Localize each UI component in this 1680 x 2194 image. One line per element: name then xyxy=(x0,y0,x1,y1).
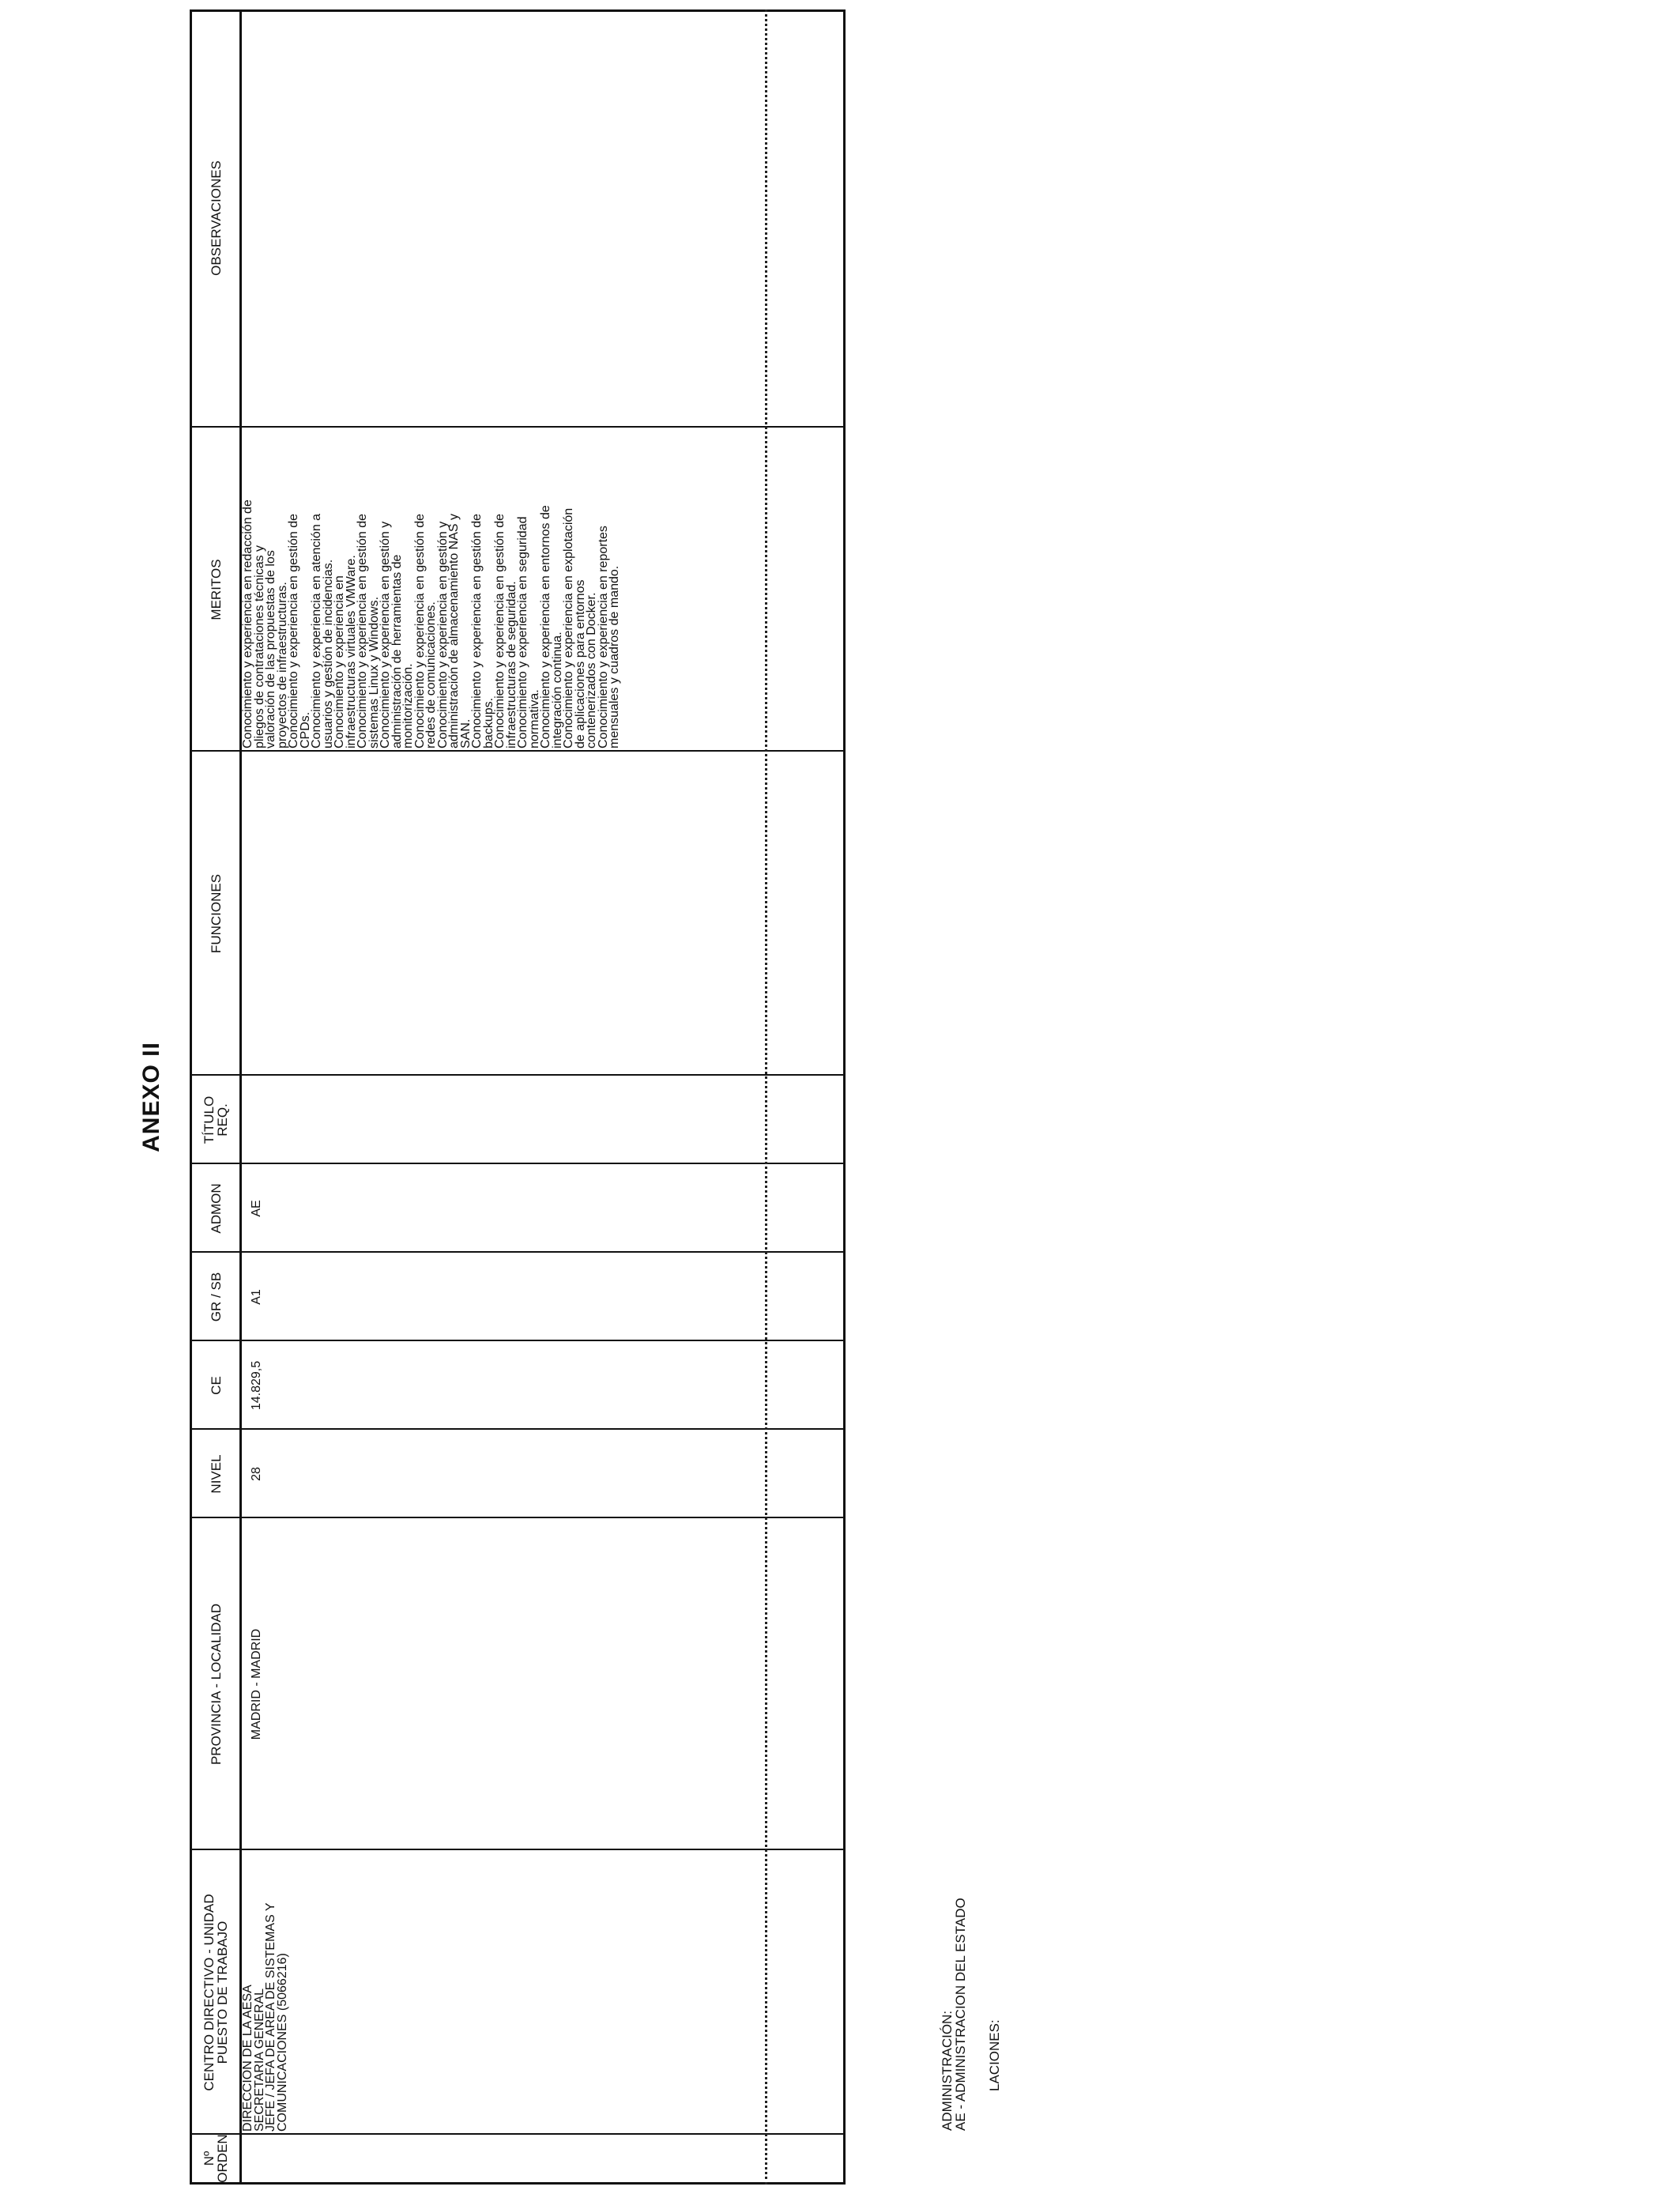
meritos-line: administración de herramientas de xyxy=(390,554,404,748)
footer-admin-label: ADMINISTRACIÓN: xyxy=(940,2010,955,2131)
meritos-line: monitorización. xyxy=(401,663,415,748)
meritos-line: Conocimiento y experiencia en gestión de xyxy=(412,513,427,748)
meritos-line: Conocimiento y experiencia en gestión de xyxy=(493,513,507,748)
page-title: ANEXO II xyxy=(138,1042,164,1152)
header-observaciones: OBSERVACIONES xyxy=(208,160,224,276)
cell-centro xyxy=(243,1853,288,2132)
dotted-separator xyxy=(765,9,767,2185)
table-header-row xyxy=(192,12,242,2182)
header-titulo-line1: TÍTULO xyxy=(202,1095,217,1144)
header-titulo xyxy=(192,1076,239,1164)
cell-meritos xyxy=(243,431,621,748)
meritos-line: Conocimiento y experiencia en gestión de xyxy=(356,513,369,748)
meritos-line: mensuales y cuadros de mando. xyxy=(608,565,621,748)
cell-admon: AE xyxy=(250,1200,263,1217)
cell-nivel: 28 xyxy=(250,1467,263,1481)
header-n-orden: Nº ORDEN xyxy=(202,2134,230,2183)
meritos-line: Conocimiento y experiencia en xyxy=(333,575,346,748)
meritos-line: SAN. xyxy=(458,718,473,748)
meritos-line: de aplicaciones para entornos xyxy=(573,579,587,748)
meritos-line: pliegos de contrataciones técnicas y xyxy=(252,545,266,748)
header-titulo-line2: REQ. xyxy=(215,1103,230,1137)
cell-provincia: MADRID - MADRID xyxy=(250,1628,263,1740)
meritos-line: Conocimiento y experiencia en gestión de xyxy=(470,513,484,748)
header-nivel: NIVEL xyxy=(208,1454,224,1494)
meritos-line: Conocimiento y experiencia en gestión y xyxy=(379,521,392,748)
meritos-line: Conocimiento y experiencia en reportes xyxy=(596,526,610,748)
header-centro-line1: CENTRO DIRECTIVO - UNIDAD xyxy=(202,1894,217,2091)
cell-gr-sb: A1 xyxy=(250,1289,263,1305)
header-gr-sb: GR / SB xyxy=(208,1272,224,1322)
meritos-line: Conocimiento y experiencia en redacción de xyxy=(241,499,254,748)
meritos-line: backups. xyxy=(481,697,495,748)
meritos-line: normativa. xyxy=(527,689,541,748)
meritos-line: contenerizados con Docker. xyxy=(585,592,598,748)
header-centro xyxy=(192,1850,239,2135)
cell-ce: 14.829,5 xyxy=(250,1360,263,1411)
centro-line: COMUNICACIONES (5066216) xyxy=(275,1953,289,2132)
meritos-line: Conocimiento y experiencia en gestión de xyxy=(287,513,300,748)
vacancies-table xyxy=(190,9,846,2185)
meritos-line: infraestructuras virtuales VMWare. xyxy=(344,555,358,748)
centro-line: DIRECCION DE LA AESA xyxy=(241,1985,254,2132)
footer-relaciones-label: LACIONES: xyxy=(987,2019,1002,2091)
header-centro-line2: PUESTO DE TRABAJO xyxy=(215,1921,230,2064)
meritos-line: redes de comunicaciones. xyxy=(424,601,438,748)
header-funciones: FUNCIONES xyxy=(208,873,224,954)
meritos-line: Conocimiento y experiencia en entornos de xyxy=(539,505,552,748)
header-admon: ADMON xyxy=(208,1183,224,1234)
meritos-line: proyectos de infraestructuras. xyxy=(275,582,289,748)
meritos-line: integración continua. xyxy=(550,631,564,748)
footer-admin-value: AE - ADMINISTRACION DEL ESTADO xyxy=(953,1898,968,2131)
meritos-line: CPDs. xyxy=(298,711,312,748)
meritos-line: Conocimiento y experiencia en seguridad xyxy=(516,516,529,748)
header-provincia: PROVINCIA - LOCALIDAD xyxy=(208,1603,224,1766)
centro-line: SECRETARIA GENERAL xyxy=(252,1988,266,2132)
footer-notes xyxy=(940,1898,1001,2131)
meritos-line: administración de almacenamiento NAS y xyxy=(447,513,461,748)
meritos-line: usuarios y gestión de incidencias. xyxy=(321,559,335,748)
meritos-line: sistemas Linux y Windows. xyxy=(367,596,381,748)
meritos-line: Conocimiento y experiencia en gestión y xyxy=(435,521,450,748)
meritos-line: Conocimiento y experiencia en atención a xyxy=(310,513,323,748)
header-meritos: MERITOS xyxy=(208,559,224,620)
header-ce: CE xyxy=(208,1376,224,1395)
centro-line: JEFE / JEFA DE AREA DE SISTEMAS Y xyxy=(264,1902,277,2132)
meritos-line: infraestructuras de seguridad. xyxy=(504,581,518,748)
meritos-line: Conocimiento y experiencia en explotación xyxy=(562,507,575,748)
meritos-line: valoración de las propuestas de los xyxy=(264,550,277,748)
